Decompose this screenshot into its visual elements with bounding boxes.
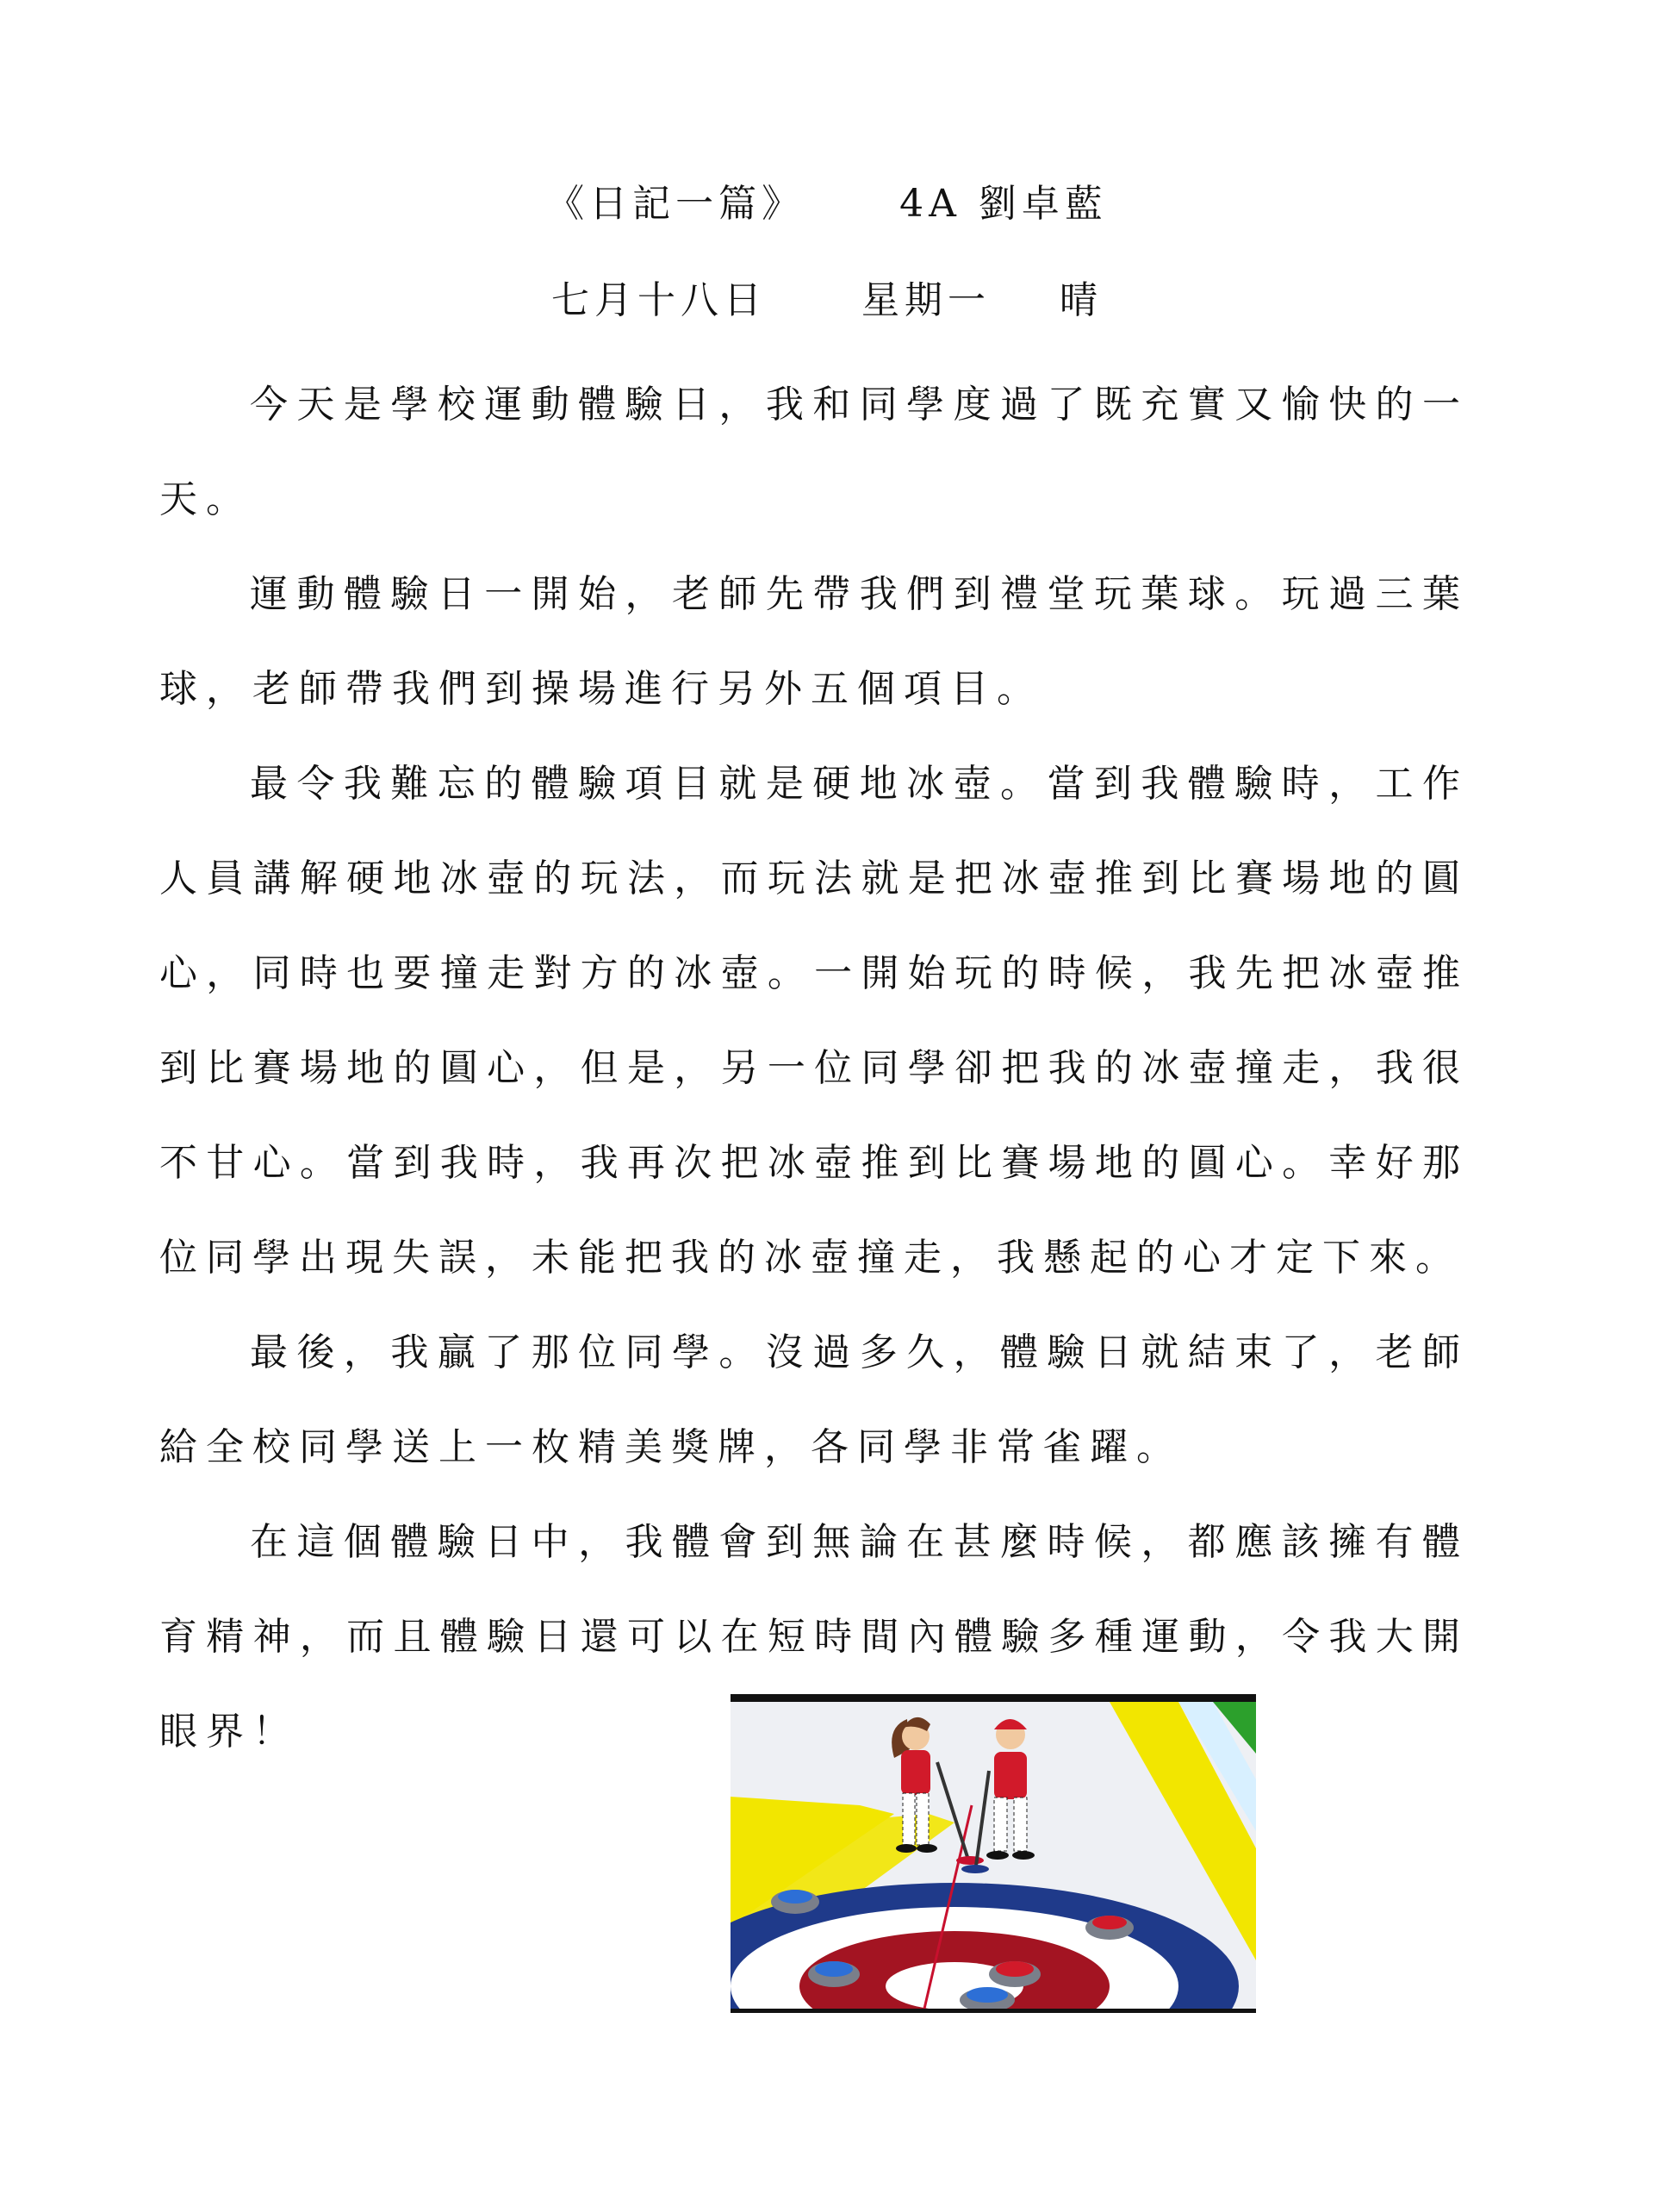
date-line (0, 269, 1654, 324)
curling-stone-icon (808, 1961, 860, 1987)
paragraph: 最後，我贏了那位同學。沒過多久，體驗日就結束了，老師給全校同學送上一枚精美獎牌，各同學非常雀躍。 (159, 1330, 1469, 1469)
curling-stone-icon (771, 1890, 819, 1914)
author-name: 劉卓藍 (978, 182, 1108, 226)
paragraph: 最令我難忘的體驗項目就是硬地冰壺。當到我體驗時，工作人員講解硬地冰壺的玩法，而玩法就是把冰壺推到比賽場地的圓心，同時也要撞走對方的冰壺。一開始玩的時候，我先把冰壺推到比賽場地的圓心，但是，另一位同學卻把我的冰壺撞走，我很不甘心。當到我時，我再次把冰壺推到比賽場地的圓心。幸好那位同學出現失誤，未能把我的冰壺撞走，我懸起的心才定下來。 (159, 762, 1469, 1280)
paragraph: 運動體驗日一開始，老師先帶我們到禮堂玩葉球。玩過三葉球，老師帶我們到操場進行另外五個項目。 (159, 572, 1469, 711)
weekday: 星期一 (861, 278, 991, 322)
diary-title-line (0, 172, 1654, 227)
class-name: 4A (899, 182, 961, 226)
paragraph: 在這個體驗日中，我體會到無論在甚麼時候，都應該擁有體育精神，而且體驗日還可以在短時間內體驗多種運動，令我大開眼界！ (159, 1520, 1469, 1754)
curling-stone-icon (1085, 1916, 1134, 1940)
curling-stone-icon (989, 1961, 1041, 1987)
curling-illustration (731, 1694, 1256, 2013)
weather: 晴 (1060, 278, 1103, 322)
curling-scene-icon (731, 1702, 1256, 2009)
paragraph: 今天是學校運動體驗日，我和同學度過了既充實又愉快的一天。 (159, 383, 1469, 521)
diary-date: 七月十八日 (551, 278, 767, 322)
diary-title: 《日記一篇》 (546, 182, 805, 226)
diary-body (159, 358, 1469, 1779)
